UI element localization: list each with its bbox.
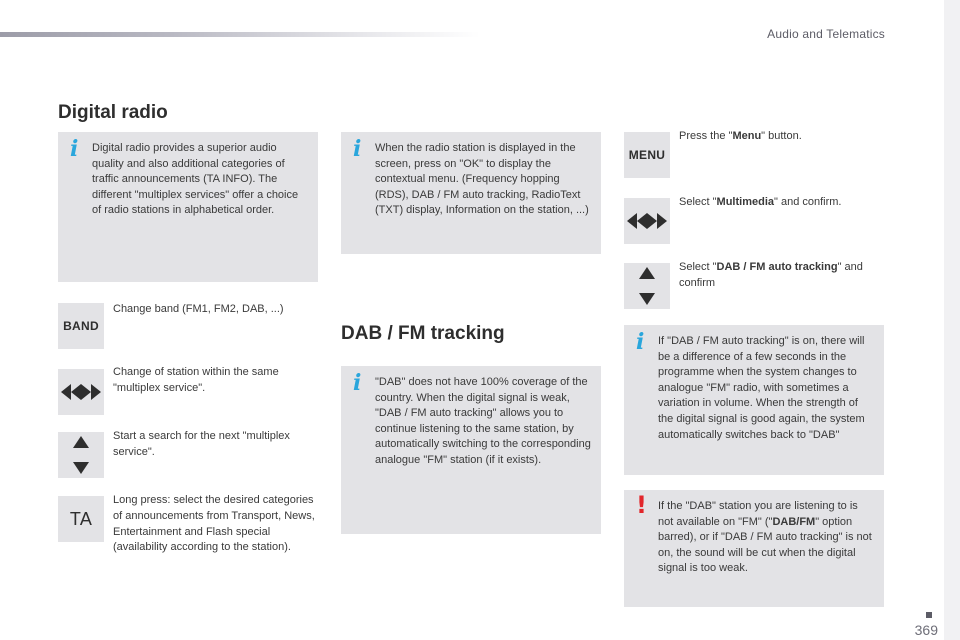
page-number: 369 <box>914 622 938 638</box>
step-select-dab-fm: Select "DAB / FM auto tracking" and confirm <box>679 261 863 289</box>
info-icon: i <box>70 136 79 162</box>
info-box-contextual-menu <box>341 132 601 254</box>
info-box-digital-radio <box>58 132 318 282</box>
up-down-arrows-icon <box>58 432 104 478</box>
warning-box-dab-unavailable <box>624 490 884 607</box>
ta-button-icon <box>58 496 104 542</box>
seek-arrows-icon <box>624 198 670 244</box>
search-description: Start a search for the next "multiplex service". <box>113 430 290 458</box>
section-heading-dab-fm: DAB / FM tracking <box>341 323 505 344</box>
info-icon: i <box>353 370 362 396</box>
warning-text: If the "DAB" station you are listening to is not available on "FM" ("DAB/FM" option barred), or if "DAB / FM auto tracking" is not on, the sound will be cut when the digital signal is too weak. <box>658 500 872 575</box>
page-title: Digital radio <box>58 102 168 123</box>
menu-key-label: MENU <box>628 148 666 162</box>
seek-arrows-icon <box>58 369 104 415</box>
page-marker <box>926 612 932 618</box>
up-down-arrows-icon <box>624 263 670 309</box>
info-text: If "DAB / FM auto tracking" is on, there will be a difference of a few seconds in the programme when the system changes to analogue "FM" radio, with sometimes a variation in volume. When the strength of the digital signal is good again, the system automatically switches back to "DAB" <box>658 335 865 441</box>
step-select-multimedia: Select "Multimedia" and confirm. <box>679 196 842 208</box>
header-bar <box>0 32 480 37</box>
warning-icon: ! <box>636 491 647 519</box>
seek-description: Change of station within the same "multiplex service". <box>113 366 279 394</box>
info-box-dab-coverage <box>341 366 601 534</box>
section-title: Audio and Telematics <box>767 27 885 41</box>
ta-description: Long press: select the desired categories of announcements from Transport, News, Entertainment and Flash special (availability according to the station). <box>113 494 315 554</box>
info-text: "DAB" does not have 100% coverage of the country. When the digital signal is weak, "DAB / FM auto tracking" allows you to continue listening to the same station, by automatically switching to the corresponding analogue "FM" station (if it exists). <box>375 376 591 466</box>
band-key-label: BAND <box>63 319 99 333</box>
band-description: Change band (FM1, FM2, DAB, ...) <box>113 303 284 315</box>
page-edge <box>944 0 960 640</box>
info-box-auto-tracking <box>624 325 884 475</box>
band-button-icon <box>58 303 104 349</box>
info-text: Digital radio provides a superior audio quality and also additional categories of traffic announcements (TA INFO). The different "multiplex services" offer a choice of radio stations in alphabetical order. <box>92 142 299 217</box>
menu-button-icon <box>624 132 670 178</box>
info-text: When the radio station is displayed in the screen, press on "OK" to display the contextual menu. (Frequency hopping (RDS), DAB / FM auto tracking, RadioText (TXT) display, Information on the station, ...) <box>375 142 589 217</box>
info-icon: i <box>353 136 362 162</box>
ta-key-label: TA <box>69 508 93 529</box>
step-press-menu: Press the "Menu" button. <box>679 130 802 142</box>
info-icon: i <box>636 329 645 355</box>
